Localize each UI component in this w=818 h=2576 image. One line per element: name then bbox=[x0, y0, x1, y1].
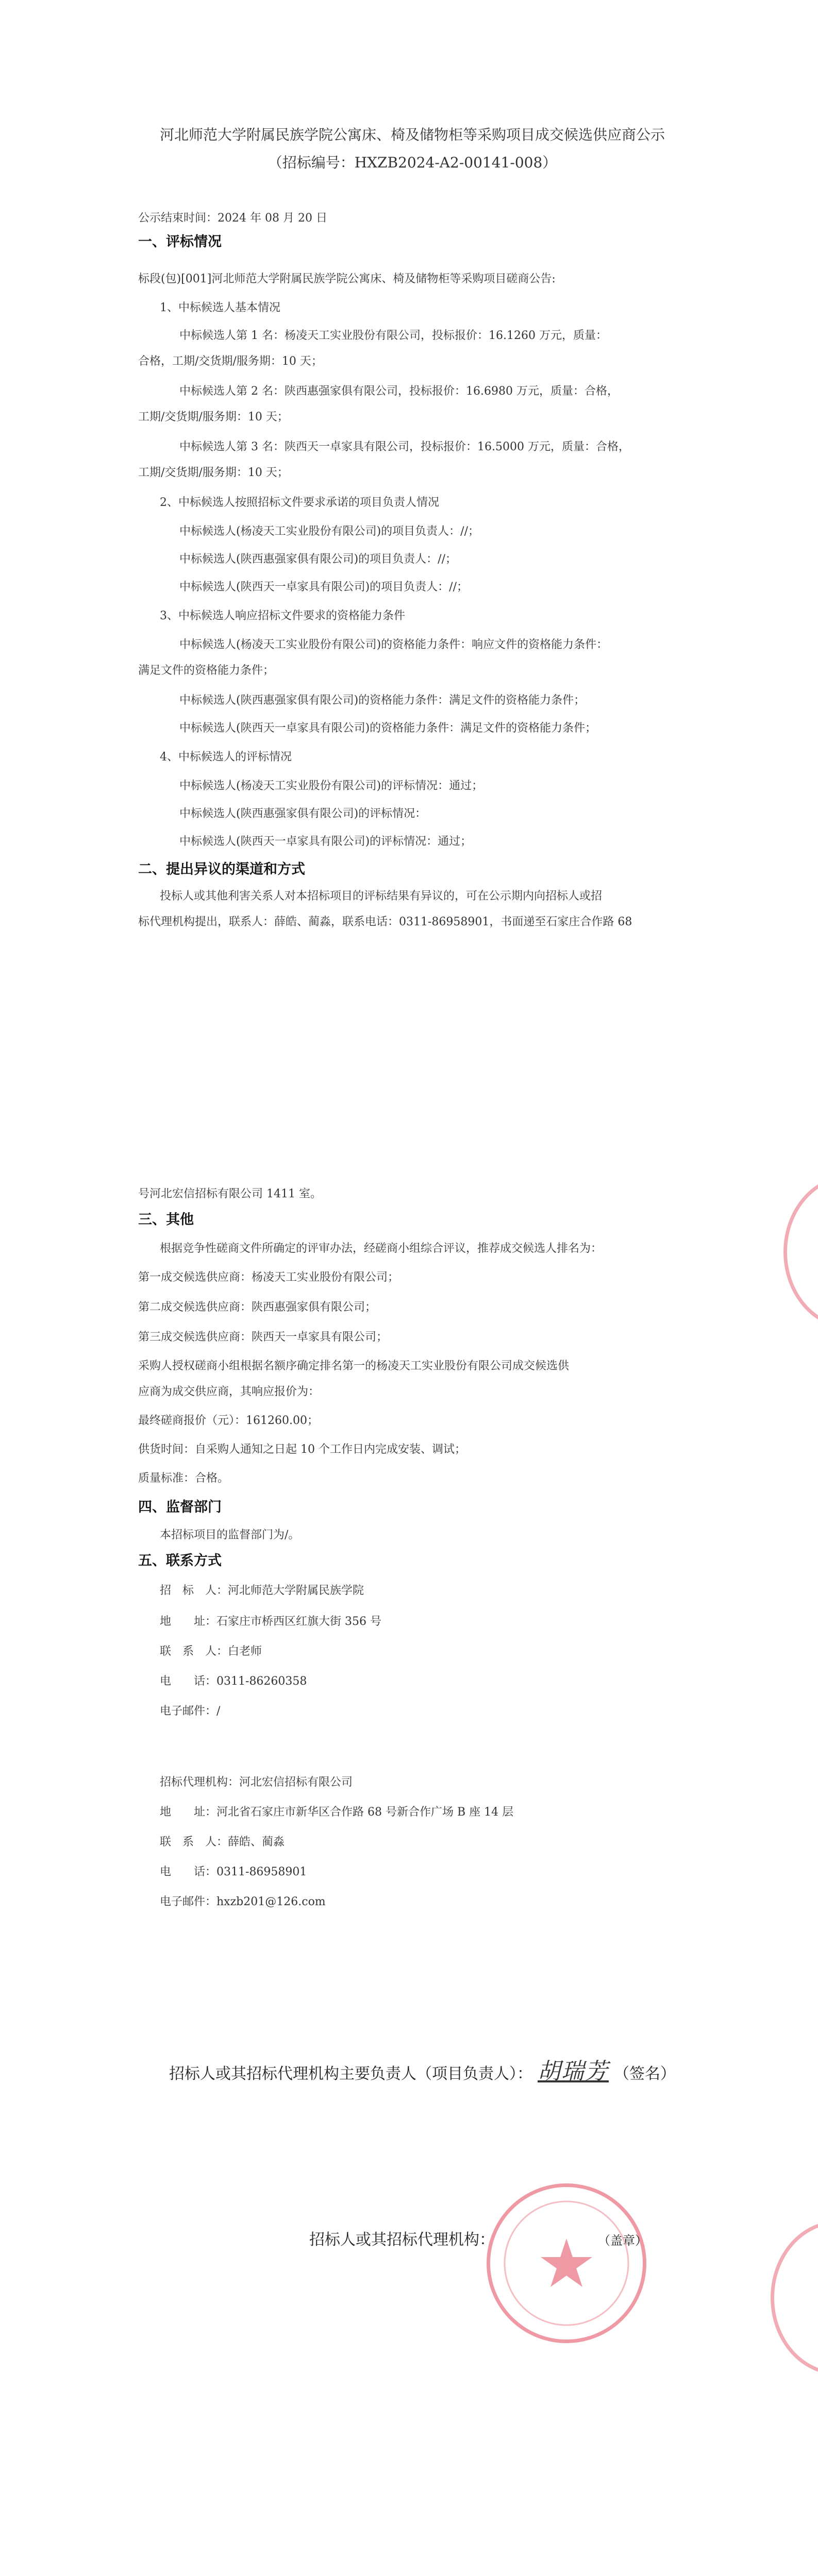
objection-paragraph-3: 号河北宏信招标有限公司 1411 室。 bbox=[138, 1188, 322, 1200]
tenderer-address-label: 地 址： bbox=[160, 1615, 217, 1628]
subheading-candidates: 1、中标候选人基本情况 bbox=[160, 301, 280, 314]
tenderer-contact-label: 联 系 人： bbox=[160, 1645, 228, 1658]
official-seal bbox=[487, 2183, 646, 2343]
objection-paragraph-2: 标代理机构提出，联系人：薛皓、蔺淼，联系电话：0311-86958901，书面递至石家庄合作路 68 bbox=[138, 916, 632, 928]
agency-contact-value: 薛皓、蔺淼 bbox=[228, 1836, 285, 1849]
agency-address-value: 河北省石家庄市新华区合作路 68 号新合作广场 B 座 14 层 bbox=[216, 1806, 514, 1819]
tenderer-email-value: / bbox=[216, 1705, 221, 1718]
quality-standard: 质量标准：合格。 bbox=[138, 1472, 229, 1485]
agency-email-row bbox=[160, 1892, 326, 1912]
candidate-3-line-a: 中标候选人第 3 名：陕西天一卓家具有限公司，投标报价：16.5000 万元，质量：合格， bbox=[179, 440, 630, 453]
notice-end-date: 公示结束时间：2024 年 08 月 20 日 bbox=[138, 212, 327, 225]
tenderer-value: 河北师范大学附属民族学院 bbox=[228, 1584, 364, 1597]
ranked-supplier-1: 第一成交候选供应商：杨凌天工实业股份有限公司； bbox=[138, 1271, 399, 1284]
tenderer-label: 招 标 人： bbox=[160, 1584, 228, 1597]
tenderer-row bbox=[160, 1581, 364, 1601]
agency-email-label: 电子邮件： bbox=[160, 1895, 217, 1908]
final-price: 最终磋商报价（元）：161260.00； bbox=[138, 1414, 319, 1427]
signature-suffix: （签名） bbox=[614, 2065, 676, 2083]
agency-row bbox=[160, 1772, 353, 1793]
section-2-heading: 二、提出异议的渠道和方式 bbox=[138, 861, 305, 877]
document-title: 河北师范大学附属民族学院公寓床、椅及储物柜等采购项目成交候选供应商公示 bbox=[159, 126, 665, 143]
objection-paragraph-1: 投标人或其他利害关系人对本招标项目的评标结果有异议的，可在公示期内向招标人或招 bbox=[160, 890, 603, 903]
seal-ring-icon bbox=[490, 2187, 643, 2340]
tenderer-email-row bbox=[160, 1701, 220, 1722]
agency-phone-row bbox=[160, 1862, 307, 1883]
candidate-1-line-b: 合格，工期/交货期/服务期：10 天； bbox=[138, 355, 323, 368]
edge-seal-fragment-1 bbox=[783, 1175, 818, 1329]
candidate-1-line-a: 中标候选人第 1 名：杨凌天工实业股份有限公司，投标报价：16.1260 万元，质量： bbox=[179, 329, 607, 342]
delivery-time: 供货时间：自采购人通知之日起 10 个工作日内完成安装、调试； bbox=[138, 1443, 466, 1456]
authorization-a: 采购人授权磋商小组根据名额序确定排名第一的杨凌天工实业股份有限公司成交候选供 bbox=[138, 1360, 570, 1372]
tenderer-phone-row bbox=[160, 1671, 307, 1692]
supervision-text: 本招标项目的监督部门为/。 bbox=[160, 1529, 300, 1541]
signature-label: 招标人或其招标代理机构主要负责人（项目负责人）： bbox=[169, 2065, 532, 2083]
pm-candidate-3: 中标候选人(陕西天一卓家具有限公司)的项目负责人：//； bbox=[179, 581, 468, 594]
candidate-2-line-b: 工期/交货期/服务期：10 天； bbox=[138, 411, 289, 423]
tenderer-contact-value: 白老师 bbox=[228, 1645, 262, 1658]
agency-email-value: hxzb201@126.com bbox=[216, 1895, 326, 1908]
agency-phone-value: 0311-86958901 bbox=[216, 1866, 307, 1878]
qualification-2: 中标候选人(陕西惠强家俱有限公司)的资格能力条件：满足文件的资格能力条件； bbox=[179, 694, 586, 707]
evaluation-1: 中标候选人(杨凌天工实业股份有限公司)的评标情况：通过； bbox=[179, 779, 483, 792]
stamp-label: 招标人或其招标代理机构： bbox=[309, 2231, 495, 2249]
agency-phone-label: 电 话： bbox=[160, 1866, 217, 1878]
agency-contact-label: 联 系 人： bbox=[160, 1836, 228, 1849]
section-3-heading: 三、其他 bbox=[138, 1212, 194, 1228]
tenderer-address-row bbox=[160, 1612, 381, 1632]
handwritten-signature: 胡瑞芳 bbox=[538, 2058, 609, 2084]
candidate-2-line-a: 中标候选人第 2 名：陕西惠强家俱有限公司，投标报价：16.6980 万元，质量：合格， bbox=[179, 385, 619, 398]
stamp-suffix: （盖章） bbox=[598, 2233, 647, 2248]
section-1-intro: 标段(包)[001]河北师范大学附属民族学院公寓床、椅及储物柜等采购项目磋商公告: bbox=[138, 273, 556, 285]
qualification-1-b: 满足文件的资格能力条件； bbox=[138, 664, 275, 677]
tenderer-contact-row bbox=[160, 1641, 262, 1662]
evaluation-2: 中标候选人(陕西惠强家俱有限公司)的评标情况： bbox=[179, 807, 427, 820]
evaluation-3: 中标候选人(陕西天一卓家具有限公司)的评标情况：通过； bbox=[179, 835, 472, 848]
tenderer-address-value: 石家庄市桥西区红旗大街 356 号 bbox=[216, 1615, 381, 1628]
authorization-b: 应商为成交供应商，其响应报价为： bbox=[138, 1385, 320, 1398]
candidate-3-line-b: 工期/交货期/服务期：10 天； bbox=[138, 466, 289, 479]
agency-address-row bbox=[160, 1802, 513, 1823]
tenderer-phone-label: 电 话： bbox=[160, 1675, 217, 1688]
agency-address-label: 地 址： bbox=[160, 1806, 217, 1819]
agency-contact-row bbox=[160, 1832, 285, 1853]
pm-candidate-1: 中标候选人(杨凌天工实业股份有限公司)的项目负责人：//； bbox=[179, 525, 479, 538]
section-5-heading: 五、联系方式 bbox=[138, 1553, 222, 1569]
qualification-3: 中标候选人(陕西天一卓家具有限公司)的资格能力条件：满足文件的资格能力条件； bbox=[179, 722, 597, 735]
subheading-project-manager: 2、中标候选人按照招标文件要求承诺的项目负责人情况 bbox=[160, 496, 439, 509]
tenderer-phone-value: 0311-86260358 bbox=[216, 1675, 307, 1688]
section-4-heading: 四、监督部门 bbox=[138, 1499, 222, 1515]
tenderer-email-label: 电子邮件： bbox=[160, 1705, 217, 1718]
subheading-qualification: 3、中标候选人响应招标文件要求的资格能力条件 bbox=[160, 609, 405, 622]
ranking-intro: 根据竞争性磋商文件所确定的评审办法，经磋商小组综合评议，推荐成交候选人排名为： bbox=[160, 1242, 603, 1255]
stamp-line bbox=[309, 2227, 647, 2254]
tender-number: （招标编号：HXZB2024-A2-00141-008） bbox=[268, 154, 557, 171]
signature-line bbox=[169, 2058, 676, 2088]
edge-seal-fragment-2 bbox=[771, 2221, 818, 2375]
ranked-supplier-2: 第二成交候选供应商：陕西惠强家俱有限公司； bbox=[138, 1301, 377, 1314]
subheading-evaluation: 4、中标候选人的评标情况 bbox=[160, 751, 292, 764]
qualification-1-a: 中标候选人(杨凌天工实业股份有限公司)的资格能力条件：响应文件的资格能力条件： bbox=[179, 638, 608, 651]
section-1-heading: 一、评标情况 bbox=[138, 234, 222, 250]
agency-label: 招标代理机构： bbox=[160, 1776, 240, 1789]
ranked-supplier-3: 第三成交候选供应商：陕西天一卓家具有限公司； bbox=[138, 1331, 388, 1344]
agency-value: 河北宏信招标有限公司 bbox=[239, 1776, 353, 1789]
pm-candidate-2: 中标候选人(陕西惠强家俱有限公司)的项目负责人：//； bbox=[179, 553, 457, 566]
